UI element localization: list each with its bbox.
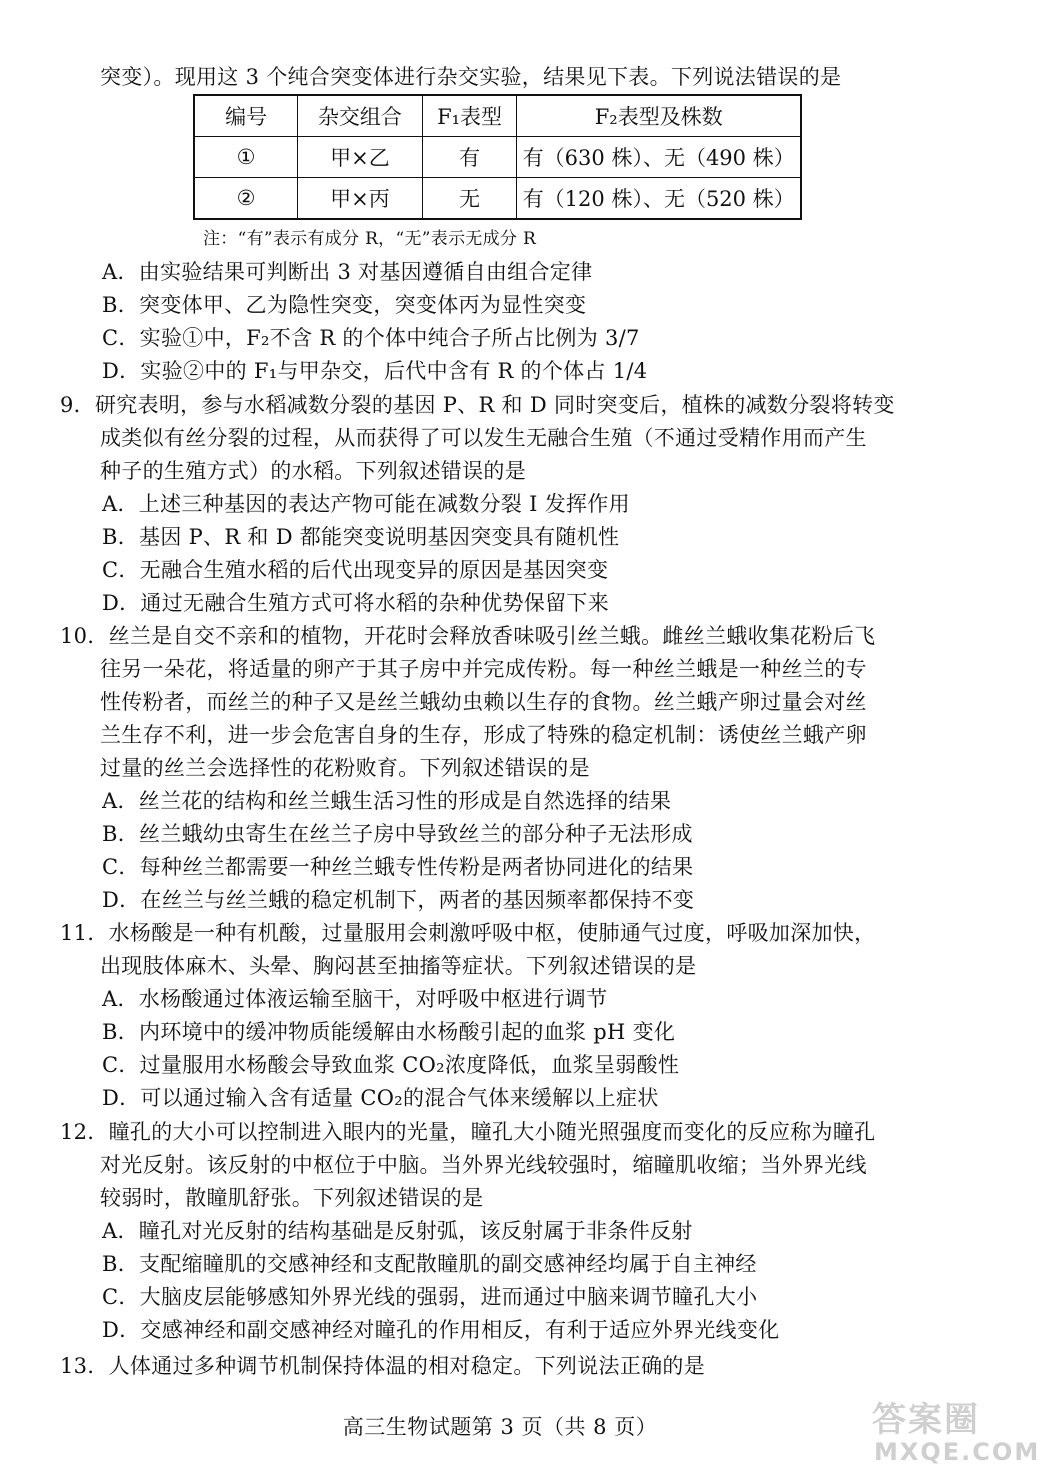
table-header-cell: 杂交组合 bbox=[298, 95, 423, 137]
q9-stem-line: 9．研究表明，参与水稻减数分裂的基因 P、R 和 D 同时突变后，植株的减数分裂将转变 bbox=[60, 393, 895, 417]
q12-option-d: D．交感神经和副交感神经对瞳孔的作用相反，有利于适应外界光线变化 bbox=[102, 1318, 780, 1342]
table-row bbox=[194, 137, 801, 178]
q8-option-c: C．实验①中，F₂不含 R 的个体中纯合子所占比例为 3/7 bbox=[102, 326, 640, 350]
q10-stem-line: 兰生存不利，进一步会危害自身的生存，形成了特殊的稳定机制：诱使丝兰蛾产卵 bbox=[100, 723, 867, 747]
q9-option-a: A．上述三种基因的表达产物可能在减数分裂 Ⅰ 发挥作用 bbox=[102, 492, 630, 516]
q11-option-b: B．内环境中的缓冲物质能缓解由水杨酸引起的血浆 pH 变化 bbox=[102, 1020, 676, 1044]
table-cell: ① bbox=[194, 137, 298, 178]
q9-option-c: C．无融合生殖水稻的后代出现变异的原因是基因突变 bbox=[102, 558, 609, 582]
watermark-logo bbox=[866, 1390, 1040, 1472]
q8-option-b: B．突变体甲、乙为隐性突变，突变体丙为显性突变 bbox=[102, 293, 587, 317]
table-header-row bbox=[194, 95, 801, 137]
q13-stem-line: 13．人体通过多种调节机制保持体温的相对稳定。下列说法正确的是 bbox=[60, 1354, 706, 1378]
q12-stem-line: 较弱时，散瞳肌舒张。下列叙述错误的是 bbox=[100, 1186, 484, 1210]
table-header-cell: 编号 bbox=[194, 95, 298, 137]
q11-option-d: D．可以通过输入含有适量 CO₂的混合气体来缓解以上症状 bbox=[102, 1086, 659, 1110]
q12-stem-line: 对光反射。该反射的中枢位于中脑。当外界光线较强时，缩瞳肌收缩；当外界光线 bbox=[100, 1153, 867, 1177]
q12-option-b: B．支配缩瞳肌的交感神经和支配散瞳肌的副交感神经均属于自主神经 bbox=[102, 1252, 757, 1276]
page-footer: 高三生物试题第 3 页（共 8 页） bbox=[342, 1415, 658, 1439]
q11-option-a: A．水杨酸通过体液运输至脑干，对呼吸中枢进行调节 bbox=[102, 987, 608, 1011]
results-table bbox=[193, 94, 802, 220]
table-cell: ② bbox=[194, 178, 298, 220]
q9-stem-line: 成类似有丝分裂的过程，从而获得了可以发生无融合生殖（不通过受精作用而产生 bbox=[100, 426, 867, 450]
q9-stem-line: 种子的生殖方式）的水稻。下列叙述错误的是 bbox=[100, 459, 526, 483]
q10-stem-line: 往另一朵花，将适量的卵产于其子房中并完成传粉。每一种丝兰蛾是一种丝兰的专 bbox=[100, 657, 867, 681]
q10-option-b: B．丝兰蛾幼虫寄生在丝兰子房中导致丝兰的部分种子无法形成 bbox=[102, 822, 693, 846]
q10-stem-line: 10．丝兰是自交不亲和的植物，开花时会释放香味吸引丝兰蛾。雌丝兰蛾收集花粉后飞 bbox=[60, 624, 876, 648]
q11-stem-line: 11．水杨酸是一种有机酸，过量服用会刺激呼吸中枢，使肺通气过度，呼吸加深加快， bbox=[60, 921, 876, 945]
table-row bbox=[194, 178, 801, 220]
table-cell: 有（120 株）、无（520 株） bbox=[517, 178, 801, 220]
watermark-text: 答案圈 bbox=[872, 1400, 980, 1440]
q8-option-a: A．由实验结果可判断出 3 对基因遵循自由组合定律 bbox=[102, 260, 593, 284]
q12-option-c: C．大脑皮层能够感知外界光线的强弱，进而通过中脑来调节瞳孔大小 bbox=[102, 1285, 758, 1309]
table-header-cell: F₂表型及株数 bbox=[517, 95, 801, 137]
q8-option-d: D．实验②中的 F₁与甲杂交，后代中含有 R 的个体占 1/4 bbox=[102, 359, 648, 383]
q9-option-d: D．通过无融合生殖方式可将水稻的杂种优势保留下来 bbox=[102, 591, 610, 615]
q12-stem-line: 12．瞳孔的大小可以控制进入眼内的光量，瞳孔大小随光照强度而变化的反应称为瞳孔 bbox=[60, 1120, 876, 1144]
q10-stem-line: 性传粉者，而丝兰的种子又是丝兰蛾幼虫赖以生存的食物。丝兰蛾产卵过量会对丝 bbox=[100, 690, 867, 714]
q10-option-d: D．在丝兰与丝兰蛾的稳定机制下，两者的基因频率都保持不变 bbox=[102, 888, 695, 912]
q12-option-a: A．瞳孔对光反射的结构基础是反射弧，该反射属于非条件反射 bbox=[102, 1219, 693, 1243]
intro-line: 突变）。现用这 3 个纯合突变体进行杂交实验，结果见下表。下列说法错误的是 bbox=[100, 65, 842, 89]
q9-option-b: B．基因 P、R 和 D 都能突变说明基因突变具有随机性 bbox=[102, 525, 620, 549]
q11-stem-line: 出现肢体麻木、头晕、胸闷甚至抽搐等症状。下列叙述错误的是 bbox=[100, 954, 697, 978]
table-header-cell: F₁表型 bbox=[422, 95, 517, 137]
q11-option-c: C．过量服用水杨酸会导致血浆 CO₂浓度降低，血浆呈弱酸性 bbox=[102, 1053, 680, 1077]
table-cell: 甲×乙 bbox=[298, 137, 423, 178]
table-note: 注：“有”表示有成分 R，“无”表示无成分 R bbox=[203, 229, 537, 249]
watermark-url: MXQE.COM bbox=[874, 1438, 1040, 1466]
q10-option-c: C．每种丝兰都需要一种丝兰蛾专性传粉是两者协同进化的结果 bbox=[102, 855, 694, 879]
table-cell: 无 bbox=[422, 178, 517, 220]
q10-option-a: A．丝兰花的结构和丝兰蛾生活习性的形成是自然选择的结果 bbox=[102, 789, 672, 813]
table-cell: 有（630 株）、无（490 株） bbox=[517, 137, 801, 178]
table-cell: 甲×丙 bbox=[298, 178, 423, 220]
table-cell: 有 bbox=[422, 137, 517, 178]
q10-stem-line: 过量的丝兰会选择性的花粉败育。下列叙述错误的是 bbox=[100, 756, 590, 780]
